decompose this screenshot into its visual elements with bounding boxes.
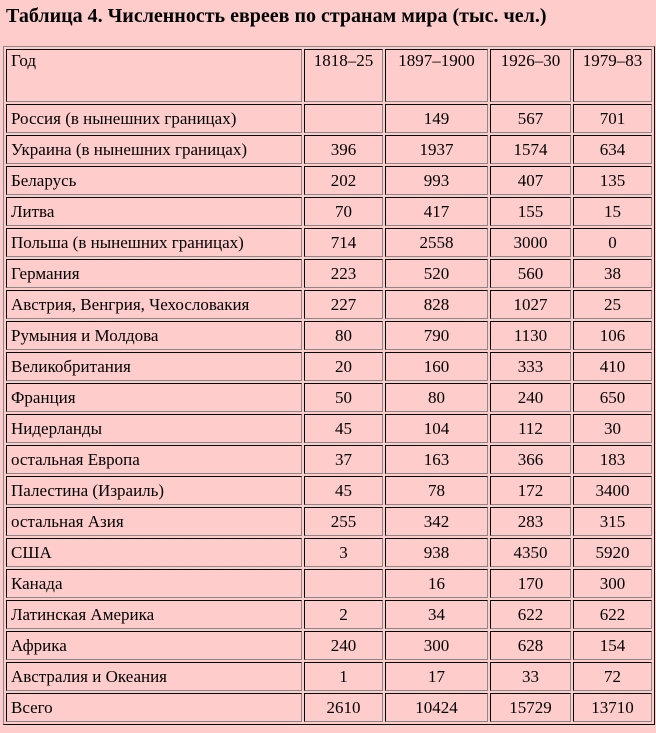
value-cell: 993 (385, 166, 488, 195)
value-cell: 560 (490, 259, 571, 288)
header-cell-year: Год (6, 49, 302, 102)
value-cell: 417 (385, 197, 488, 226)
value-cell: 2610 (304, 693, 383, 722)
value-cell: 15729 (490, 693, 571, 722)
table-row (6, 631, 652, 660)
table-row (6, 662, 652, 691)
table-row (6, 569, 652, 598)
value-cell: 106 (573, 321, 652, 350)
value-cell: 2558 (385, 228, 488, 257)
value-cell: 1 (304, 662, 383, 691)
table-row (6, 197, 652, 226)
row-label-cell: США (6, 538, 302, 567)
row-label-cell: Румыния и Молдова (6, 321, 302, 350)
value-cell: 1027 (490, 290, 571, 319)
value-cell: 650 (573, 383, 652, 412)
row-label-cell: Украина (в нынешних границах) (6, 135, 302, 164)
table-row (6, 135, 652, 164)
value-cell: 634 (573, 135, 652, 164)
value-cell: 701 (573, 104, 652, 133)
value-cell: 3400 (573, 476, 652, 505)
row-label-cell: Канада (6, 569, 302, 598)
value-cell: 396 (304, 135, 383, 164)
value-cell: 45 (304, 414, 383, 443)
value-cell: 622 (573, 600, 652, 629)
value-cell: 50 (304, 383, 383, 412)
value-cell: 240 (304, 631, 383, 660)
value-cell: 78 (385, 476, 488, 505)
row-label-cell: Африка (6, 631, 302, 660)
value-cell: 714 (304, 228, 383, 257)
value-cell: 3000 (490, 228, 571, 257)
row-label-cell: остальная Европа (6, 445, 302, 474)
value-cell: 163 (385, 445, 488, 474)
row-label-cell: Палестина (Израиль) (6, 476, 302, 505)
value-cell: 938 (385, 538, 488, 567)
value-cell: 3 (304, 538, 383, 567)
header-cell-1897: 1897–1900 (385, 49, 488, 102)
value-cell: 315 (573, 507, 652, 536)
row-label-cell: Австралия и Океания (6, 662, 302, 691)
value-cell: 300 (385, 631, 488, 660)
value-cell: 366 (490, 445, 571, 474)
header-cell-1926: 1926–30 (490, 49, 571, 102)
value-cell: 20 (304, 352, 383, 381)
value-cell: 80 (304, 321, 383, 350)
value-cell: 1937 (385, 135, 488, 164)
table-row (6, 600, 652, 629)
value-cell: 622 (490, 600, 571, 629)
value-cell: 13710 (573, 693, 652, 722)
value-cell (304, 569, 383, 598)
value-cell: 172 (490, 476, 571, 505)
value-cell: 154 (573, 631, 652, 660)
value-cell: 37 (304, 445, 383, 474)
value-cell: 202 (304, 166, 383, 195)
table-row (6, 693, 652, 722)
value-cell: 1574 (490, 135, 571, 164)
table-title: Таблица 4. Численность евреев по странам мира (тыс. чел.) (6, 5, 547, 27)
value-cell: 45 (304, 476, 383, 505)
row-label-cell: Латинская Америка (6, 600, 302, 629)
value-cell: 567 (490, 104, 571, 133)
table-row (6, 352, 652, 381)
value-cell: 155 (490, 197, 571, 226)
row-label-cell: Всего (6, 693, 302, 722)
value-cell: 223 (304, 259, 383, 288)
value-cell: 15 (573, 197, 652, 226)
value-cell: 25 (573, 290, 652, 319)
table-row (6, 476, 652, 505)
table-row (6, 507, 652, 536)
value-cell: 160 (385, 352, 488, 381)
value-cell: 4350 (490, 538, 571, 567)
row-label-cell: Франция (6, 383, 302, 412)
value-cell: 149 (385, 104, 488, 133)
value-cell: 170 (490, 569, 571, 598)
value-cell: 34 (385, 600, 488, 629)
table-row (6, 228, 652, 257)
row-label-cell: Россия (в нынешних границах) (6, 104, 302, 133)
row-label-cell: Литва (6, 197, 302, 226)
value-cell: 135 (573, 166, 652, 195)
row-label-cell: Нидерланды (6, 414, 302, 443)
value-cell: 1130 (490, 321, 571, 350)
table-row (6, 259, 652, 288)
header-cell-1818: 1818–25 (304, 49, 383, 102)
row-label-cell: Австрия, Венгрия, Чехословакия (6, 290, 302, 319)
row-label-cell: Польша (в нынешних границах) (6, 228, 302, 257)
table-container (3, 46, 655, 725)
value-cell: 16 (385, 569, 488, 598)
value-cell: 38 (573, 259, 652, 288)
value-cell: 255 (304, 507, 383, 536)
value-cell: 790 (385, 321, 488, 350)
value-cell: 5920 (573, 538, 652, 567)
value-cell: 628 (490, 631, 571, 660)
value-cell: 407 (490, 166, 571, 195)
table-row (6, 445, 652, 474)
value-cell: 17 (385, 662, 488, 691)
value-cell: 10424 (385, 693, 488, 722)
value-cell: 2 (304, 600, 383, 629)
header-cell-1979: 1979–83 (573, 49, 652, 102)
row-label-cell: Великобритания (6, 352, 302, 381)
value-cell: 33 (490, 662, 571, 691)
value-cell: 112 (490, 414, 571, 443)
table-row (6, 321, 652, 350)
table-row (6, 383, 652, 412)
value-cell: 80 (385, 383, 488, 412)
table-row (6, 538, 652, 567)
table-row (6, 166, 652, 195)
table-row (6, 104, 652, 133)
table-body (6, 49, 652, 722)
value-cell (304, 104, 383, 133)
value-cell: 30 (573, 414, 652, 443)
value-cell: 342 (385, 507, 488, 536)
value-cell: 520 (385, 259, 488, 288)
value-cell: 104 (385, 414, 488, 443)
row-label-cell: Германия (6, 259, 302, 288)
value-cell: 410 (573, 352, 652, 381)
value-cell: 183 (573, 445, 652, 474)
value-cell: 0 (573, 228, 652, 257)
value-cell: 227 (304, 290, 383, 319)
value-cell: 72 (573, 662, 652, 691)
row-label-cell: Беларусь (6, 166, 302, 195)
value-cell: 828 (385, 290, 488, 319)
value-cell: 240 (490, 383, 571, 412)
row-label-cell: остальная Азия (6, 507, 302, 536)
table-row (6, 414, 652, 443)
population-table (3, 46, 655, 725)
value-cell: 283 (490, 507, 571, 536)
table-header-row (6, 49, 652, 102)
value-cell: 333 (490, 352, 571, 381)
value-cell: 70 (304, 197, 383, 226)
table-row (6, 290, 652, 319)
value-cell: 300 (573, 569, 652, 598)
